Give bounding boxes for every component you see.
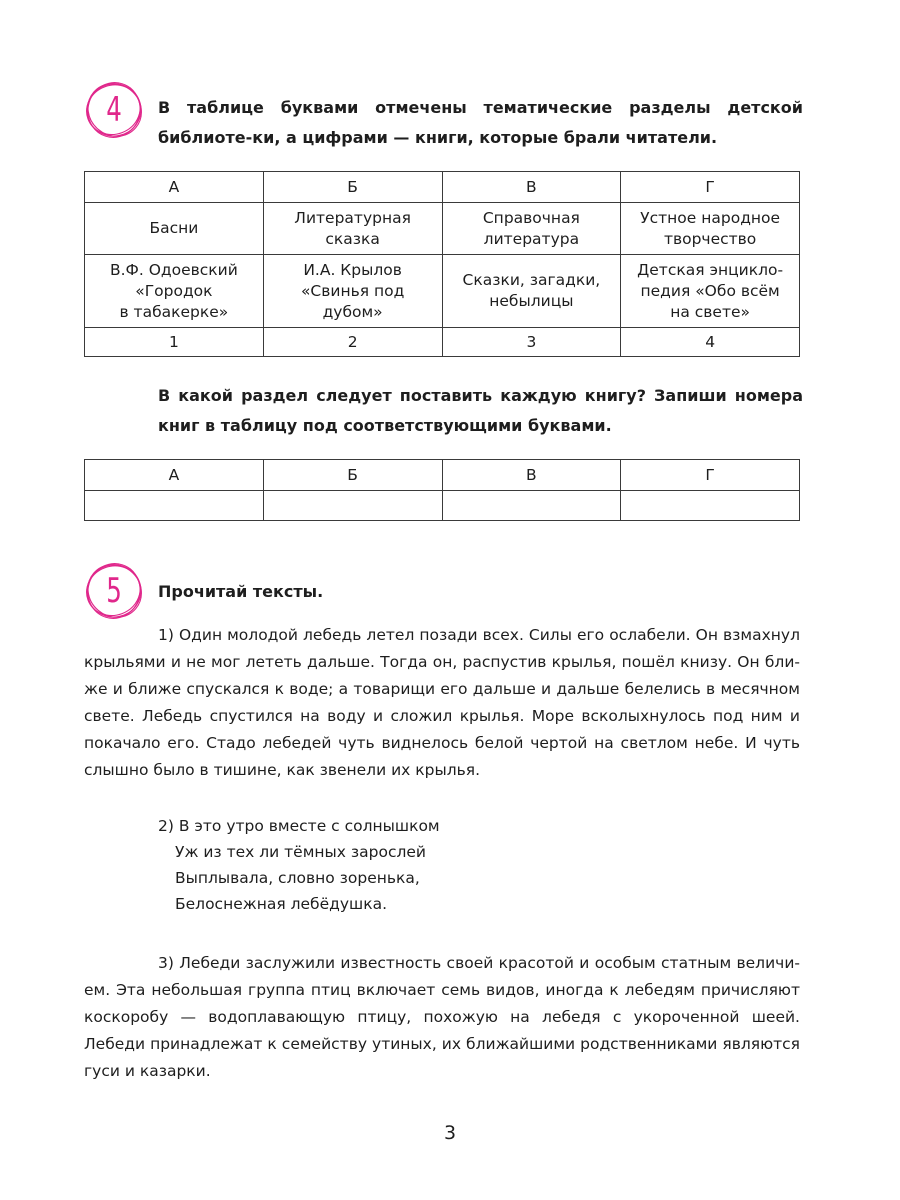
cell-line: И.А. Крылов — [303, 260, 402, 279]
task-4-question: В какой раздел следует поставить каждую книгу? Запиши номера книг в таблицу под соответствующими буквами. — [158, 386, 803, 435]
answer-cell[interactable] — [621, 491, 800, 521]
library-sections-table — [84, 171, 800, 357]
task-number: 4 — [106, 90, 122, 130]
poem-line: Белоснежная лебёдушка. — [175, 895, 387, 913]
cell-line: дубом» — [322, 302, 383, 321]
letter-cell: Б — [263, 460, 442, 491]
book-cell — [442, 255, 621, 328]
cell-line: Справочная — [482, 208, 580, 227]
answer-cell[interactable] — [85, 491, 264, 521]
letter-cell: В — [442, 172, 621, 203]
text-2-poem — [158, 813, 440, 917]
cell-line: Сказки, загадки, — [462, 271, 601, 289]
text-3-paragraph: 3) Лебеди заслужили известность своей красотой и особым статным величи-ем. Эта небольшая группа птиц включает семь видов, иногда к лебедям причисляют коскоробу — водоплавающую птицу, похожую на лебедя с укороченной шеей. Лебеди принадлежат к семейству утиных, их ближайшими родственниками являются гуси и казарки. — [84, 954, 800, 1080]
number-cell: 1 — [85, 328, 264, 357]
letter-cell: А — [85, 172, 264, 203]
cell-line: В.Ф. Одоевский — [109, 260, 238, 279]
cell-line: педия «Обо всём — [640, 281, 780, 300]
task-5-title: Прочитай тексты. — [158, 582, 324, 601]
cell-line: творчество — [663, 229, 757, 248]
cell-line: сказка — [325, 229, 380, 248]
section-cell — [621, 203, 800, 255]
cell-line: Устное народное — [640, 208, 781, 227]
book-cell — [263, 255, 442, 328]
letter-cell: Б — [263, 172, 442, 203]
cell-line: Литературная — [294, 208, 411, 227]
page-number: 3 — [443, 1122, 457, 1144]
number-cell: 2 — [263, 328, 442, 357]
poem-line: Уж из тех ли тёмных зарослей — [175, 843, 426, 861]
letter-cell: А — [85, 460, 264, 491]
cell-line: «Свинья под — [300, 281, 405, 300]
book-cell — [85, 255, 264, 328]
answer-table — [84, 459, 800, 521]
number-cell: 4 — [621, 328, 800, 357]
answer-cell[interactable] — [442, 491, 621, 521]
cell-line: в табакерке» — [119, 302, 229, 321]
poem-line: 2) В это утро вместе с солнышком — [158, 817, 440, 835]
cell-line: Басни — [149, 219, 199, 237]
letter-cell: В — [442, 460, 621, 491]
section-cell — [85, 203, 264, 255]
poem-line: Выплывала, словно зоренька, — [175, 869, 420, 887]
section-cell — [442, 203, 621, 255]
letter-cell: Г — [621, 460, 800, 491]
letter-cell: Г — [621, 172, 800, 203]
text-1-paragraph: 1) Один молодой лебедь летел позади всех. Силы его ослабели. Он взмахнул крыльями и не мог лететь дальше. Тогда он, распустив крылья, пошёл книзу. Он бли-же и ближе спускался к воде; а товарищи его дальше и дальше белелись в месячном свете. Лебедь спустился на воду и сложил крылья. Море всколыхнулось под ним и покачало его. Стадо лебедей чуть виднелось белой чертой на светлом небе. И чуть слышно было в тишине, как звенели их крылья. — [84, 626, 800, 779]
cell-line: литература — [483, 229, 580, 248]
task-5-badge — [84, 561, 144, 621]
cell-line: небылицы — [489, 292, 574, 310]
book-cell — [621, 255, 800, 328]
section-cell — [263, 203, 442, 255]
cell-line: на свете» — [670, 302, 751, 321]
task-number: 5 — [106, 571, 122, 611]
task-4-title: В таблице буквами отмечены тематические разделы детской библиоте-ки, а цифрами — книги, которые брали читатели. — [158, 98, 803, 147]
answer-cell[interactable] — [263, 491, 442, 521]
number-cell: 3 — [442, 328, 621, 357]
task-4-badge — [84, 80, 144, 140]
cell-line: «Городок — [135, 281, 213, 300]
cell-line: Детская энцикло- — [637, 260, 784, 279]
